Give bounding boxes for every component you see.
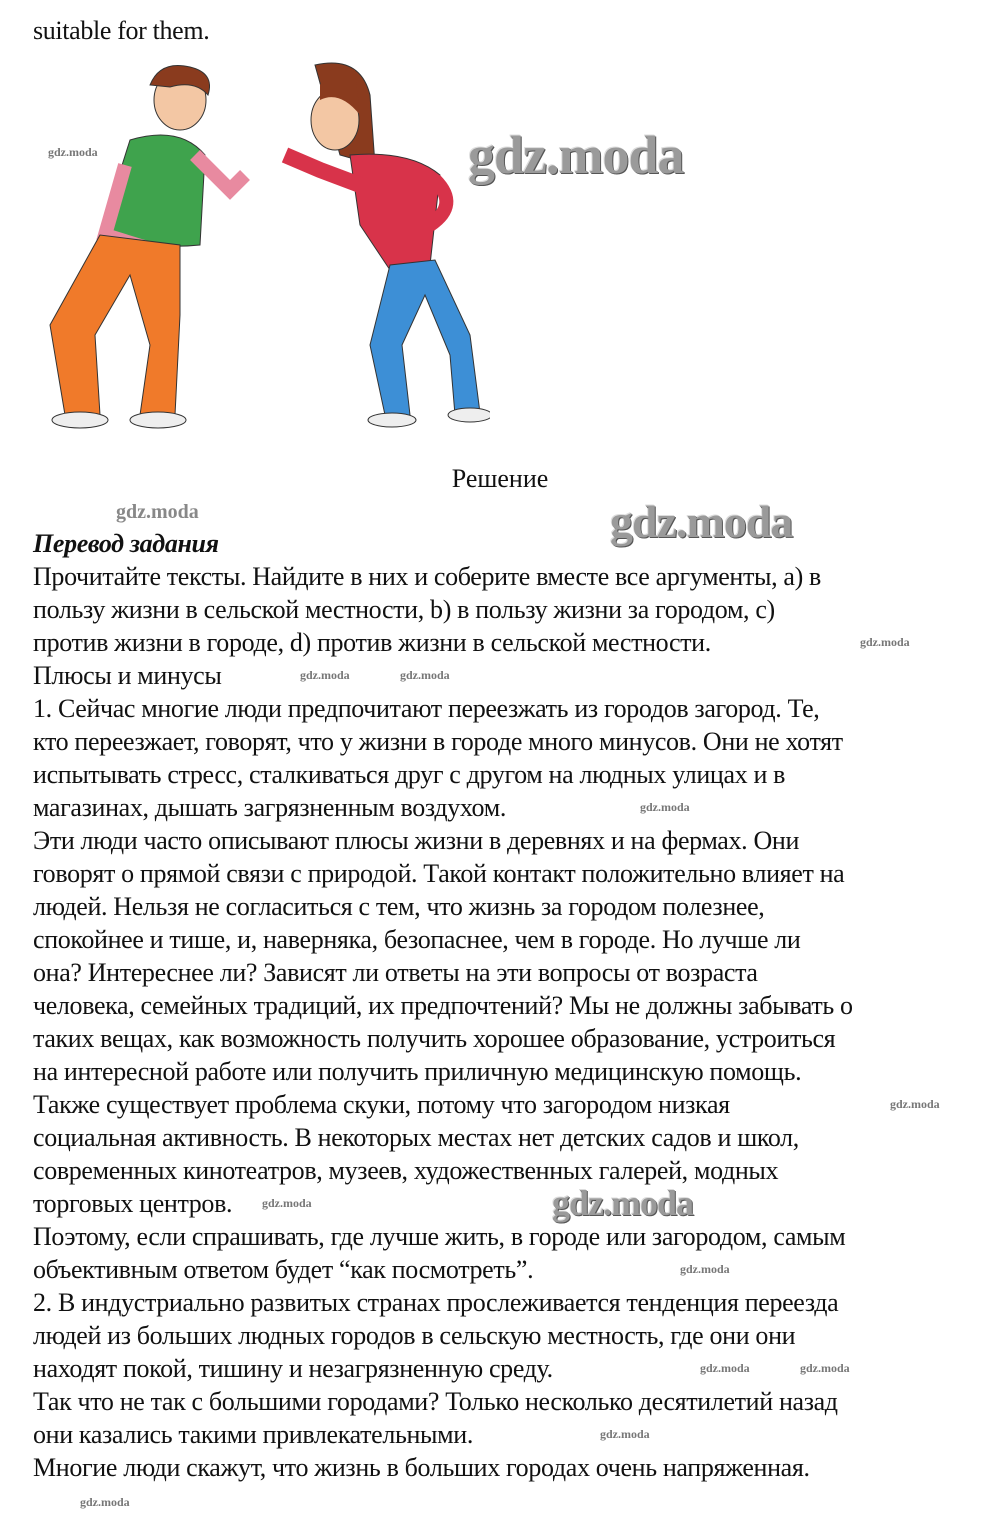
text-line: людей из больших людных городов в сельскую местность, где они они: [33, 1321, 796, 1350]
boy-figure: [50, 65, 245, 428]
text-line: спокойнее и тише, и, наверняка, безопаснее, чем в городе. Но лучше ли: [33, 925, 801, 954]
watermark: gdz.moda: [262, 1196, 312, 1210]
watermark: gdz.moda: [860, 635, 910, 649]
text-line: людей. Нельзя не согласиться с тем, что жизнь за городом полезнее,: [33, 892, 765, 921]
watermark: gdz.moda: [700, 1361, 750, 1375]
text-line: кто переезжает, говорят, что у жизни в городе много минусов. Они не хотят: [33, 727, 843, 756]
watermark: gdz.moda: [300, 668, 350, 682]
solution-title: Решение: [451, 464, 549, 493]
text-line: говорят о прямой связи с природой. Такой контакт положительно влияет на: [33, 859, 845, 888]
watermark: gdz.moda: [640, 800, 690, 814]
text-line: Прочитайте тексты. Найдите в них и соберите вместе все аргументы, a) в: [33, 562, 821, 591]
watermark: gdz.moda: [400, 668, 450, 682]
watermark: gdz.moda: [680, 1262, 730, 1276]
text-line: Поэтому, если спрашивать, где лучше жить, в городе или загородом, самым: [33, 1222, 846, 1251]
text-line: Многие люди скажут, что жизнь в больших городах очень напряженная.: [33, 1453, 810, 1482]
text-line: таких вещах, как возможность получить хорошее образование, устроиться: [33, 1024, 836, 1053]
text-line: Так что не так с большими городами? Только несколько десятилетий назад: [33, 1387, 838, 1416]
watermark: gdz.moda: [48, 145, 98, 159]
text-line: современных кинотеатров, музеев, художественных галерей, модных: [33, 1156, 779, 1185]
text-line: она? Интереснее ли? Зависят ли ответы на эти вопросы от возраста: [33, 958, 758, 987]
text-line: Также существует проблема скуки, потому что загородом низкая: [33, 1090, 730, 1119]
text-line: находят покой, тишину и незагрязненную среду.: [33, 1354, 553, 1383]
text-line: человека, семейных традиций, их предпочтений? Мы не должны забывать о: [33, 991, 853, 1020]
text-line: они казались такими привлекательными.: [33, 1420, 473, 1449]
text-line: на интересной работе или получить приличную медицинскую помощь.: [33, 1057, 802, 1086]
text-line: Плюсы и минусы: [33, 661, 222, 690]
text-line: магазинах, дышать загрязненным воздухом.: [33, 793, 506, 822]
text-line: социальная активность. В некоторых местах нет детских садов и школ,: [33, 1123, 799, 1152]
watermark: gdz.moda: [610, 496, 793, 547]
watermark: gdz.moda: [552, 1183, 694, 1223]
watermark: gdz.moda: [468, 125, 684, 185]
text-line: 2. В индустриально развитых странах прослеживается тенденция переезда: [33, 1288, 839, 1317]
text-line: Эти люди часто описывают плюсы жизни в деревнях и на фермах. Они: [33, 826, 800, 855]
text-line: против жизни в городе, d) против жизни в сельской местности.: [33, 628, 711, 657]
text-line: объективным ответом будет “как посмотреть”.: [33, 1255, 534, 1284]
text-line: торговых центров.: [33, 1189, 233, 1218]
girl-figure: [285, 63, 490, 427]
text-line: 1. Сейчас многие люди предпочитают переезжать из городов загород. Те,: [33, 694, 820, 723]
heading: Перевод задания: [33, 529, 219, 558]
text-line: пользу жизни в сельской местности, b) в пользу жизни за городом, c): [33, 595, 775, 624]
watermark: gdz.moda: [600, 1427, 650, 1441]
watermark: gdz.moda: [890, 1097, 940, 1111]
watermark: gdz.moda: [800, 1361, 850, 1375]
text-line: испытывать стресс, сталкиваться друг с другом на людных улицах и в: [33, 760, 786, 789]
top-text: suitable for them.: [33, 16, 210, 45]
watermark: gdz.moda: [116, 501, 199, 523]
watermark: gdz.moda: [80, 1495, 130, 1509]
illustration-two-people-arguing: [30, 55, 490, 445]
